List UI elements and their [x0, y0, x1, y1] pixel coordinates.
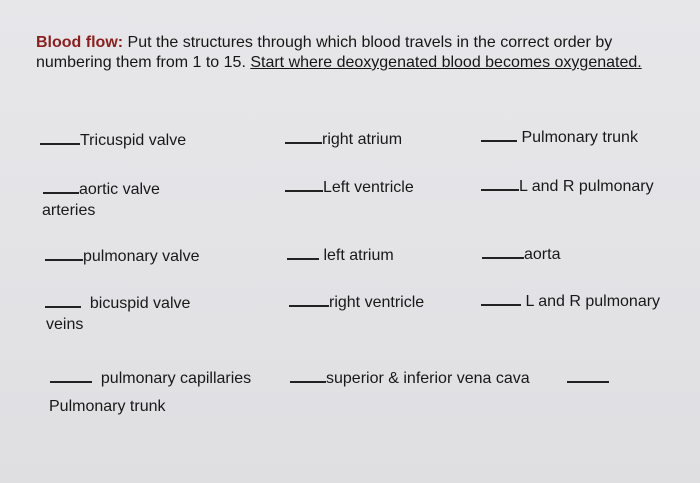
answer-blank[interactable] [567, 381, 609, 383]
answer-blank[interactable] [45, 259, 83, 261]
item-left-atrium[interactable]: left atrium [287, 246, 394, 266]
answer-blank[interactable] [40, 143, 80, 145]
item-l-and-r-pulmonary-arteries[interactable]: L and R pulmonary [481, 177, 654, 197]
item-right-ventricle[interactable]: right ventricle [289, 293, 424, 313]
answer-blank[interactable] [50, 381, 92, 383]
answer-blank[interactable] [285, 190, 323, 192]
answer-blank[interactable] [45, 306, 81, 308]
answer-blank[interactable] [482, 257, 524, 259]
answer-blank[interactable] [289, 305, 329, 307]
item-aorta[interactable]: aorta [482, 245, 560, 265]
item-pulmonary-trunk-2-label: Pulmonary trunk [49, 398, 166, 415]
item-bicuspid-valve-continuation: veins [46, 316, 84, 333]
answer-blank[interactable] [285, 142, 322, 144]
instructions-text: Put the structures through which blood travels in the correct order by numbering them from 1 to 15. [36, 34, 613, 71]
instructions [36, 33, 656, 73]
instructions-label: Blood flow: [36, 34, 124, 51]
item-superior-inferior-vena-cava[interactable]: superior & inferior vena cava [290, 369, 530, 389]
answer-blank[interactable] [481, 304, 521, 306]
answer-blank[interactable] [287, 258, 319, 260]
item-pulmonary-valve[interactable]: pulmonary valve [45, 247, 200, 267]
item-tricuspid-valve[interactable]: Tricuspid valve [40, 131, 186, 151]
answer-blank[interactable] [481, 189, 519, 191]
item-pulmonary-trunk-2[interactable] [567, 369, 609, 389]
item-bicuspid-valve[interactable]: bicuspid valve [45, 294, 190, 314]
item-pulmonary-capillaries[interactable]: pulmonary capillaries [50, 369, 251, 389]
item-aortic-valve-continuation: arteries [42, 202, 96, 219]
answer-blank[interactable] [481, 140, 517, 142]
item-right-atrium[interactable]: right atrium [285, 130, 402, 150]
item-left-ventricle[interactable]: Left ventricle [285, 178, 414, 198]
item-aortic-valve[interactable]: aortic valve [43, 180, 160, 200]
item-l-and-r-pulmonary-veins[interactable]: L and R pulmonary [481, 292, 660, 312]
instructions-underlined: Start where deoxygenated blood becomes oxygenated. [250, 54, 642, 71]
answer-blank[interactable] [290, 381, 326, 383]
answer-blank[interactable] [43, 192, 79, 194]
item-pulmonary-trunk[interactable]: Pulmonary trunk [481, 128, 638, 148]
